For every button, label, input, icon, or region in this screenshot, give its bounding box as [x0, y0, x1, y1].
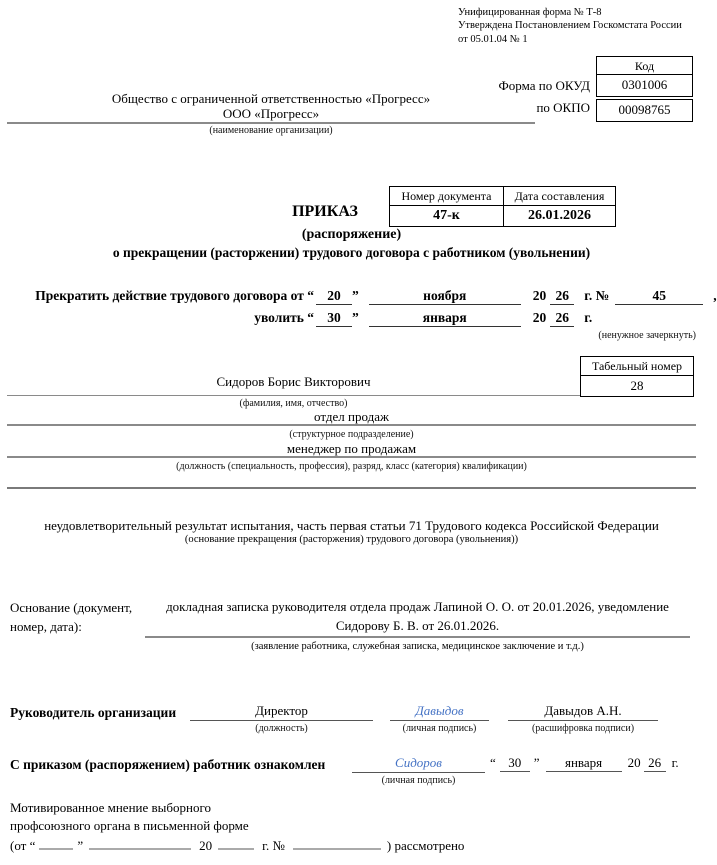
head-name-caption: (расшифровка подписи)	[531, 723, 635, 734]
union-year-blank	[218, 836, 254, 850]
termination-line2-label: уволить “	[254, 310, 314, 325]
code-table	[596, 56, 693, 97]
termination-century2: 20	[532, 310, 547, 325]
termination-year1: 26	[550, 288, 574, 305]
head-signature-caption: (личная подпись)	[402, 723, 477, 734]
union-century: 20	[199, 838, 213, 853]
ack-month: января	[546, 755, 622, 772]
strike-note: (ненужное зачеркнуть)	[598, 330, 696, 341]
head-name: Давыдов А.Н.	[508, 703, 658, 721]
union-line2: профсоюзного органа в письменной форме	[10, 818, 249, 833]
okud-label: Форма по ОКУД	[498, 78, 590, 93]
doc-number-label: Номер документа	[390, 187, 503, 206]
union-end: ) рассмотрено	[386, 838, 465, 853]
grounds-rule	[7, 487, 696, 489]
basis-label	[10, 598, 140, 636]
employee-position: менеджер по продажам	[7, 441, 696, 458]
termination-day2: 30	[316, 310, 352, 327]
ack-quote-open: “	[490, 755, 496, 770]
basis-label-line2: номер, дата):	[10, 619, 82, 634]
head-position: Директор	[190, 703, 373, 721]
termination-line-1	[8, 288, 717, 305]
basis-value-line2: Сидорову Б. В. от 26.01.2026.	[335, 618, 500, 633]
order-subject: о прекращении (расторжении) трудового договора с работником (увольнении)	[112, 245, 591, 260]
tab-number-value: 28	[630, 378, 644, 393]
union-open: (от “	[10, 838, 36, 853]
basis-caption: (заявление работника, служебная записка, медицинское заключение и т.д.)	[251, 641, 584, 652]
basis-value	[145, 597, 690, 638]
ack-year: 26	[644, 755, 666, 772]
okud-value: 0301006	[621, 77, 668, 92]
head-signature: Давыдов	[390, 703, 489, 721]
basis-label-line1: Основание (документ,	[10, 600, 133, 615]
form-note-line2: Утверждена Постановлением Госкомстата России	[458, 20, 682, 32]
quote-close: ”	[352, 288, 359, 303]
termination-number-label: г. №	[584, 288, 610, 303]
termination-month1: ноября	[369, 288, 521, 305]
ack-label: С приказом (распоряжением) работник ознакомлен	[10, 757, 326, 772]
organization-name-full: Общество с ограниченной ответственностью «Прогресс»	[111, 91, 431, 106]
doc-date-value: 26.01.2026	[528, 208, 591, 223]
termination-line1-label: Прекратить действие трудового договора от “	[35, 288, 314, 303]
document-number-table	[389, 186, 616, 227]
employee-department: отдел продаж	[7, 409, 696, 426]
okpo-label: по ОКПО	[536, 100, 590, 115]
organization-name-caption: (наименование организации)	[209, 125, 333, 136]
union-number-label: г. №	[262, 838, 285, 853]
grounds-text: неудовлетворительный результат испытания, часть первая статьи 71 Трудового кодекса Российской Федерации	[44, 518, 659, 533]
employee-position-caption: (должность (специальность, профессия), разряд, класс (категория) квалификации)	[176, 461, 527, 472]
order-subtitle: (распоряжение)	[301, 227, 402, 242]
doc-date-label: Дата составления	[504, 187, 615, 206]
head-label: Руководитель организации	[10, 705, 177, 720]
termination-year2: 26	[550, 310, 574, 327]
employee-name-caption: (фамилия, имя, отчество)	[239, 398, 348, 409]
termination-comma: ,	[713, 288, 717, 303]
union-month-blank	[89, 836, 191, 850]
doc-number-value: 47-к	[433, 208, 460, 223]
termination-day1: 20	[316, 288, 352, 305]
tab-number-label: Табельный номер	[581, 357, 693, 376]
doc-number-column	[390, 187, 504, 226]
union-line1: Мотивированное мнение выборного	[10, 800, 211, 815]
union-day-blank	[39, 836, 73, 850]
okpo-value: 00098765	[618, 102, 671, 117]
ack-century: 20	[627, 755, 641, 770]
organization-name-short: ООО «Прогресс»	[222, 106, 320, 121]
termination-century1: 20	[532, 288, 547, 303]
okpo-value-cell	[596, 99, 693, 122]
union-number-blank	[293, 836, 381, 850]
quote-close-2: ”	[352, 310, 359, 325]
ack-day: 30	[500, 755, 530, 772]
code-table-header: Код	[597, 57, 692, 75]
ack-date	[490, 755, 679, 772]
order-title: ПРИКАЗ	[292, 203, 358, 220]
form-note-line1: Унифицированная форма № Т-8	[458, 7, 602, 18]
union-quote-close: ”	[77, 838, 84, 853]
doc-date-column	[504, 187, 615, 226]
employee-department-caption: (структурное подразделение)	[289, 429, 414, 440]
ack-signature-caption: (личная подпись)	[381, 775, 456, 786]
ack-signature: Сидоров	[352, 755, 485, 773]
basis-value-line1: докладная записка руководителя отдела продаж Лапиной О. О. от 20.01.2026, уведомление	[166, 599, 669, 614]
termination-line-2	[8, 310, 592, 327]
ack-year-suffix: г.	[671, 755, 679, 770]
termination-month2: января	[369, 310, 521, 327]
termination-year-suffix: г.	[584, 310, 593, 325]
grounds-caption: (основание прекращения (расторжения) трудового договора (увольнения))	[184, 534, 519, 545]
tab-number-table	[580, 356, 694, 397]
organization-name-block	[7, 91, 535, 124]
union-line3	[10, 836, 464, 854]
form-approval-note	[458, 6, 700, 46]
termination-order-number: 45	[615, 288, 703, 305]
form-note-line3: от 05.01.04 № 1	[458, 33, 528, 45]
head-position-caption: (должность)	[255, 723, 308, 734]
ack-quote-close: ”	[533, 755, 540, 770]
employee-name: Сидоров Борис Викторович	[7, 374, 580, 396]
